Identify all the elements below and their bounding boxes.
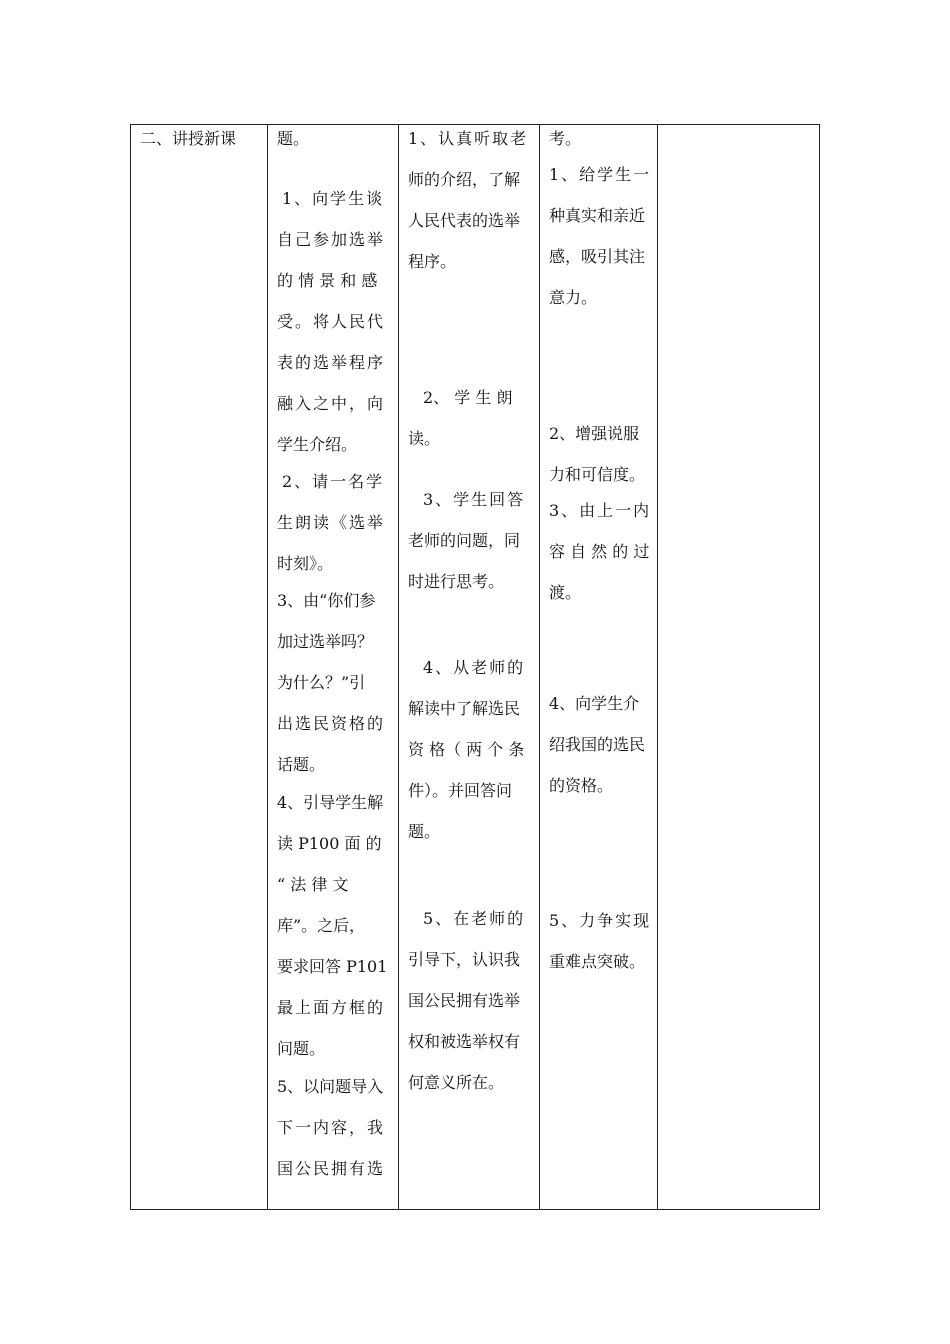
student-line: 时进行思考。 xyxy=(408,572,505,591)
teacher-line: 学生介绍。 xyxy=(277,435,358,454)
student-line: 5、在老师的 xyxy=(423,909,526,928)
teacher-line: 自己参加选举 xyxy=(277,230,386,249)
student-line: 解读中了解选民 xyxy=(408,699,521,718)
teacher-line: 生朗读《选举 xyxy=(277,513,386,532)
lesson-table xyxy=(130,124,820,1210)
intent-line: 渡。 xyxy=(549,583,582,602)
intent-line: 绍我国的选民 xyxy=(549,735,646,754)
intent-line: 容 自 然 的 过 xyxy=(549,542,650,561)
intent-line: 1、给学生一 xyxy=(549,165,652,184)
teacher-line: 出选民资格的 xyxy=(277,714,386,733)
student-line: 程序。 xyxy=(408,252,457,271)
section-title: 二、讲授新课 xyxy=(140,129,237,148)
student-line: 师的介绍，了解 xyxy=(408,170,521,189)
student-line: 读。 xyxy=(408,429,441,448)
teacher-line: 读 P100 面 的 xyxy=(277,834,382,853)
student-line: 引导下，认识我 xyxy=(408,950,521,969)
student-line: 题。 xyxy=(408,822,441,841)
student-line: 件）。并回答问 xyxy=(408,781,513,800)
intent-line: 3、由上一内 xyxy=(549,501,652,520)
teacher-line: 融入之中，向 xyxy=(277,394,386,413)
teacher-line: 4、引导学生解 xyxy=(277,793,384,812)
intent-line: 5、力争实现 xyxy=(549,911,652,930)
student-line: 2、 学 生 朗 xyxy=(423,388,513,407)
teacher-line: 最上面方框的 xyxy=(277,998,386,1017)
teacher-line: 问题。 xyxy=(277,1039,326,1058)
column-divider xyxy=(267,125,268,1209)
teacher-line: 的 情 景 和 感 xyxy=(277,271,378,290)
teacher-line: 时刻》。 xyxy=(277,554,334,573)
teacher-line: 为什么？”引 xyxy=(277,673,366,692)
intent-line: 4、向学生介 xyxy=(549,694,640,713)
intent-line: 意力。 xyxy=(549,288,598,307)
column-divider xyxy=(539,125,540,1209)
teacher-line: “ 法 律 文 xyxy=(277,875,349,894)
student-line: 老师的问题，同 xyxy=(408,531,521,550)
intent-line: 感，吸引其注 xyxy=(549,247,646,266)
teacher-line: 下一内容，我 xyxy=(277,1118,386,1137)
student-line: 权和被选举权有 xyxy=(408,1032,521,1051)
teacher-line: 表的选举程序 xyxy=(277,353,386,372)
column-divider xyxy=(398,125,399,1209)
intent-line: 考。 xyxy=(549,129,582,148)
student-line: 何意义所在。 xyxy=(408,1073,505,1092)
teacher-line: 话题。 xyxy=(277,755,326,774)
teacher-line: 要求回答 P101 xyxy=(277,957,388,976)
teacher-line: 5、以问题导入 xyxy=(277,1077,384,1096)
teacher-line: 国公民拥有选 xyxy=(277,1159,386,1178)
student-line: 国公民拥有选举 xyxy=(408,991,521,1010)
intent-line: 2、增强说服 xyxy=(549,424,640,443)
teacher-line: 2、请一名学 xyxy=(282,472,385,491)
teacher-line: 3、由“你们参 xyxy=(277,591,376,610)
student-line: 人民代表的选举 xyxy=(408,211,521,230)
teacher-line: 受。将人民代 xyxy=(277,312,386,331)
student-line: 3、学生回答 xyxy=(423,490,526,509)
student-line: 4、从老师的 xyxy=(423,658,526,677)
teacher-line: 题。 xyxy=(277,129,310,148)
teacher-line: 1、向学生谈 xyxy=(282,189,385,208)
student-line: 1、认真听取老 xyxy=(408,129,529,148)
intent-line: 力和可信度。 xyxy=(549,465,646,484)
student-line: 资 格（ 两 个 条 xyxy=(408,740,525,759)
teacher-line: 库”。之后， xyxy=(277,916,366,935)
intent-line: 种真实和亲近 xyxy=(549,206,646,225)
teacher-line: 加过选举吗？ xyxy=(277,632,374,651)
notes-cell xyxy=(658,125,818,1209)
intent-line: 的资格。 xyxy=(549,776,614,795)
intent-line: 重难点突破。 xyxy=(549,952,646,971)
